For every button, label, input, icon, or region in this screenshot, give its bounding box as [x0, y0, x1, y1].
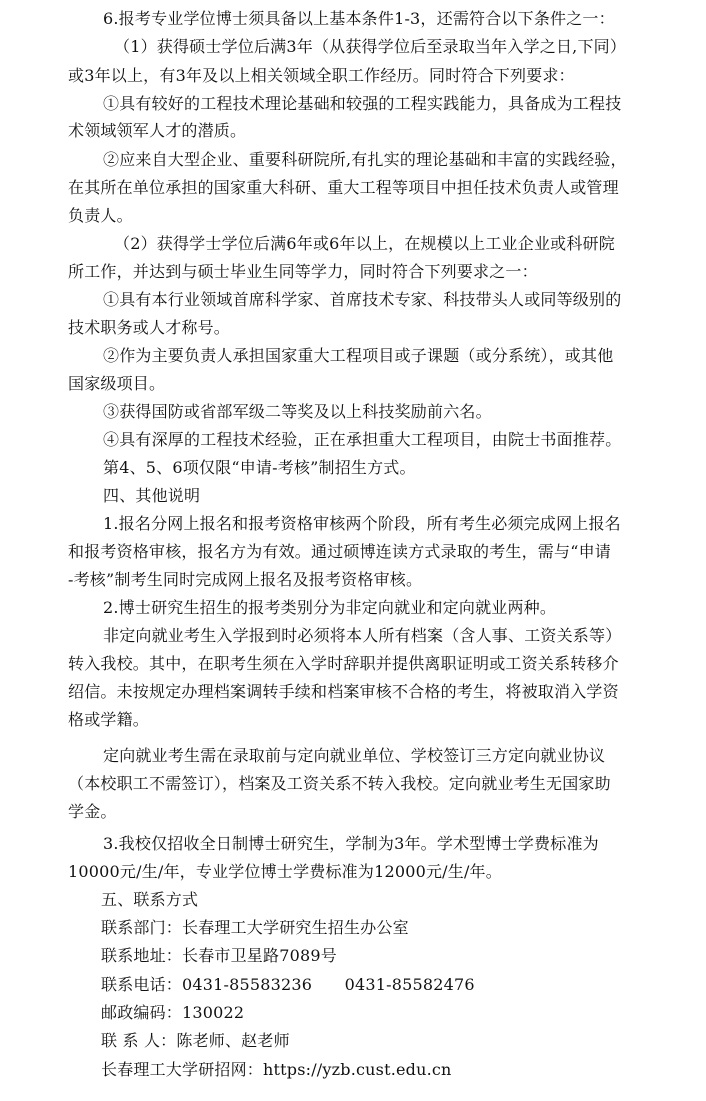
text-line: ①具有本行业领域首席科学家、首席技术专家、科技带头人或同等级别的	[103, 290, 622, 309]
text-line: 非定向就业考生入学报到时必须将本人所有档案（含人事、工资关系等）	[103, 626, 622, 645]
text-line: ③获得国防或省部军级二等奖及以上科技奖励前六名。	[103, 402, 492, 421]
contact-department: 联系部门：长春理工大学研究生招生办公室	[101, 918, 409, 937]
text-line: ②应来自大型企业、重要科研院所,有扎实的理论基础和丰富的实践经验，	[103, 150, 627, 169]
contact-website: 长春理工大学研招网：https://yzb.cust.edu.cn	[101, 1060, 452, 1079]
contact-person: 联 系 人：陈老师、赵老师	[101, 1031, 290, 1050]
text-line: -考核”制考生同时完成网上报名及报考资格审核。	[68, 570, 423, 589]
text-line: 格或学籍。	[68, 710, 150, 729]
text-line: ④具有深厚的工程技术经验，正在承担重大工程项目，由院士书面推荐。	[103, 430, 622, 449]
text-line: 10000元/生/年，专业学位博士学费标准为12000元/生/年。	[68, 862, 502, 881]
text-line: 学金。	[68, 802, 117, 821]
text-line: 在其所在单位承担的国家重大科研、重大工程等项目中担任技术负责人或管理	[68, 178, 619, 197]
text-line: 2.博士研究生招生的报考类别分为非定向就业和定向就业两种。	[103, 598, 557, 617]
section-heading: 五、联系方式	[101, 890, 199, 909]
text-line: 术领域领军人才的潜质。	[68, 121, 247, 140]
contact-phone: 联系电话：0431-85583236 0431-85582476	[101, 975, 475, 994]
text-line: 和报考资格审核，报名方为有效。通过硕博连读方式录取的考生，需与“申请	[68, 542, 611, 561]
text-line: 定向就业考生需在录取前与定向就业单位、学校签订三方定向就业协议	[103, 746, 606, 765]
section-heading: 四、其他说明	[103, 486, 201, 505]
text-line: 绍信。未按规定办理档案调转手续和档案审核不合格的考生，将被取消入学资	[68, 682, 619, 701]
text-line: 转入我校。其中，在职考生须在入学时辞职并提供离职证明或工资关系转移介	[68, 654, 619, 673]
text-line: 6.报考专业学位博士须具备以上基本条件1-3，还需符合以下条件之一：	[103, 9, 615, 28]
text-line: 技术职务或人才称号。	[68, 318, 231, 337]
text-line: 3.我校仅招收全日制博士研究生，学制为3年。学术型博士学费标准为	[103, 834, 599, 853]
text-line: ②作为主要负责人承担国家重大工程项目或子课题（或分系统），或其他	[103, 346, 614, 365]
text-line: 国家级项目。	[68, 374, 166, 393]
text-line: （1）获得硕士学位后满3年（从获得学位后至录取当年入学之日,下同）	[114, 37, 627, 56]
contact-postcode: 邮政编码：130022	[101, 1003, 245, 1022]
text-line: 1.报名分网上报名和报考资格审核两个阶段，所有考生必须完成网上报名	[103, 514, 621, 533]
text-line: （本校职工不需签订），档案及工资关系不转入我校。定向就业考生无国家助	[68, 774, 611, 793]
text-line: 负责人。	[68, 206, 133, 225]
text-line: （2）获得学士学位后满6年或6年以上，在规模以上工业企业或科研院	[114, 234, 615, 253]
contact-address: 联系地址：长春市卫星路7089号	[101, 946, 337, 965]
text-line: 所工作，并达到与硕士毕业生同等学力，同时符合下列要求之一：	[68, 262, 538, 281]
text-line: 第4、5、6项仅限“申请-考核”制招生方式。	[103, 458, 416, 477]
text-line: 或3年以上，有3年及以上相关领域全职工作经历。同时符合下列要求：	[68, 66, 575, 85]
text-line: ①具有较好的工程技术理论基础和较强的工程实践能力，具备成为工程技	[103, 94, 622, 113]
